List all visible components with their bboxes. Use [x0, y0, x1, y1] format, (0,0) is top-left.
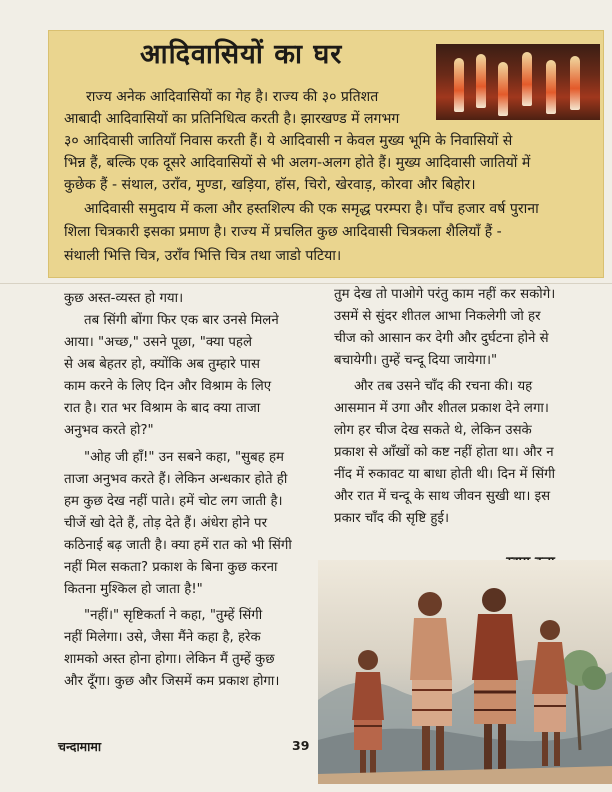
story-line: आसमान में उगा और शीतल प्रकाश देने लगा। [334, 401, 549, 416]
story-line: प्रकार चाँद की सृष्टि हुई। [334, 511, 449, 526]
page-number: 39 [292, 738, 310, 753]
box-text-line: कुछेक हैं - संथाल, उराँव, मुण्डा, खड़िया, हॉस, चिरो, खेरवाड़, कोरवा और बिहोर। [64, 177, 476, 193]
dancer-figure [570, 56, 580, 110]
story-line: ताजा अनुभव करते हैं। लेकिन अन्धकार होते ही [64, 472, 288, 487]
story-line: तुम देख तो पाओगे परंतु काम नहीं कर सकोगे। [334, 287, 556, 302]
story-line: रात है। रात भर विश्राम के बाद क्या ताजा [64, 401, 261, 416]
story-line: कितना मुश्किल हो जाता है!" [64, 582, 203, 597]
box-title: आदिवासियों का घर [140, 39, 343, 70]
story-line: कुछ अस्त-व्यस्त हो गया। [64, 291, 184, 306]
story-line: काम करने के लिए दिन और विश्राम के लिए [64, 379, 272, 394]
story-line: नींद में रुकावट या बाधा होती थी। दिन में सिंगी [334, 467, 556, 482]
story-line: हम कुछ देख नहीं पाते। हमें चोट लग जाती है। [64, 494, 283, 509]
dancer-figure [498, 62, 508, 116]
box-text-line: आदिवासी समुदाय में कला और हस्तशिल्प की एक समृद्ध परम्परा है। पाँच हजार वर्ष पुराना [84, 201, 539, 217]
box-text-line: आबादी आदिवासियों का प्रतिनिधित्व करती है। झारखण्ड में लगभग [64, 111, 400, 127]
story-line: बचायेगी। तुम्हें चन्दू दिया जायेगा।" [334, 353, 498, 368]
story-line: और तब उसने चाँद की रचना की। यह [354, 379, 533, 394]
story-line: "नहीं।" सृष्टिकर्ता ने कहा, "तुम्हें सिंगी [84, 608, 263, 623]
box-text-line: भिन्न हैं, बल्कि एक दूसरे आदिवासियों से भी अलग-अलग होते हैं। मुख्य आदिवासी जातियों में [64, 155, 531, 171]
box-text-line: शिला चित्रकारी इसका प्रमाण है। राज्य में प्रचलित कुछ आदिवासी चित्रकला शैलियाँ हैं - [64, 224, 502, 240]
story-illustration [318, 560, 612, 784]
box-text-line: संथाली भित्ति चित्र, उराँव भित्ति चित्र तथा जाडो पटिया। [64, 248, 342, 264]
story-line: कठिनाई बढ़ जाती है। क्या हमें रात को भी सिंगी [64, 538, 292, 553]
box-text-line: ३० आदिवासी जातियाँ निवास करती हैं। ये आदिवासी न केवल मुख्य भूमि के निवासियों से [64, 133, 513, 149]
story-line: "ओह जी हाँ!" उन सबने कहा, "सुबह हम [84, 450, 284, 465]
story-line: अनुभव करते हो?" [64, 423, 154, 438]
story-line: नहीं मिल सकता? प्रकाश के बिना कुछ करना [64, 560, 278, 575]
dancer-figure [476, 54, 486, 108]
story-line: और रात में चन्दू के साथ जीवन सुखी था। इस [334, 489, 551, 504]
story-line: उसमें से सुंदर शीतल आभा निकलेगी जो हर [334, 309, 541, 324]
story-line: शामको अस्त होना होगा। लेकिन मैं तुम्हें कुछ [64, 652, 275, 667]
story-line: नहीं मिलेगा। उसे, जैसा मैंने कहा है, हरेक [64, 630, 261, 645]
story-line: से अब बेहतर हो, क्योंकि अब तुम्हारे पास [64, 357, 260, 372]
dancer-figure [454, 58, 464, 112]
tribal-dance-photo [436, 44, 600, 120]
box-text-line: राज्य अनेक आदिवासियों का गेह है। राज्य की ३० प्रतिशत [86, 89, 379, 105]
story-line: आया। "अच्छ," उसने पूछा, "क्या पहले [64, 335, 252, 350]
story-line: चीज को आसान कर देगी और दुर्घटना होने से [334, 331, 549, 346]
dancer-figure [546, 60, 556, 114]
story-line: लोग हर चीज देख सकते थे, लेकिन उसके [334, 423, 532, 438]
dancer-figure [522, 52, 532, 106]
magazine-name: चन्दामामा [58, 739, 102, 754]
story-line: चीजें खो देते हैं, तोड़ देते हैं। अंधेरा होने पर [64, 516, 268, 531]
story-line: और दूँगा। कुछ और जिसमें कम प्रकाश होगा। [64, 674, 280, 689]
story-line: प्रकाश से आँखों को कष्ट नहीं होता था। और न [334, 445, 554, 460]
story-line: तब सिंगी बोंगा फिर एक बार उनसे मिलने [84, 313, 279, 328]
